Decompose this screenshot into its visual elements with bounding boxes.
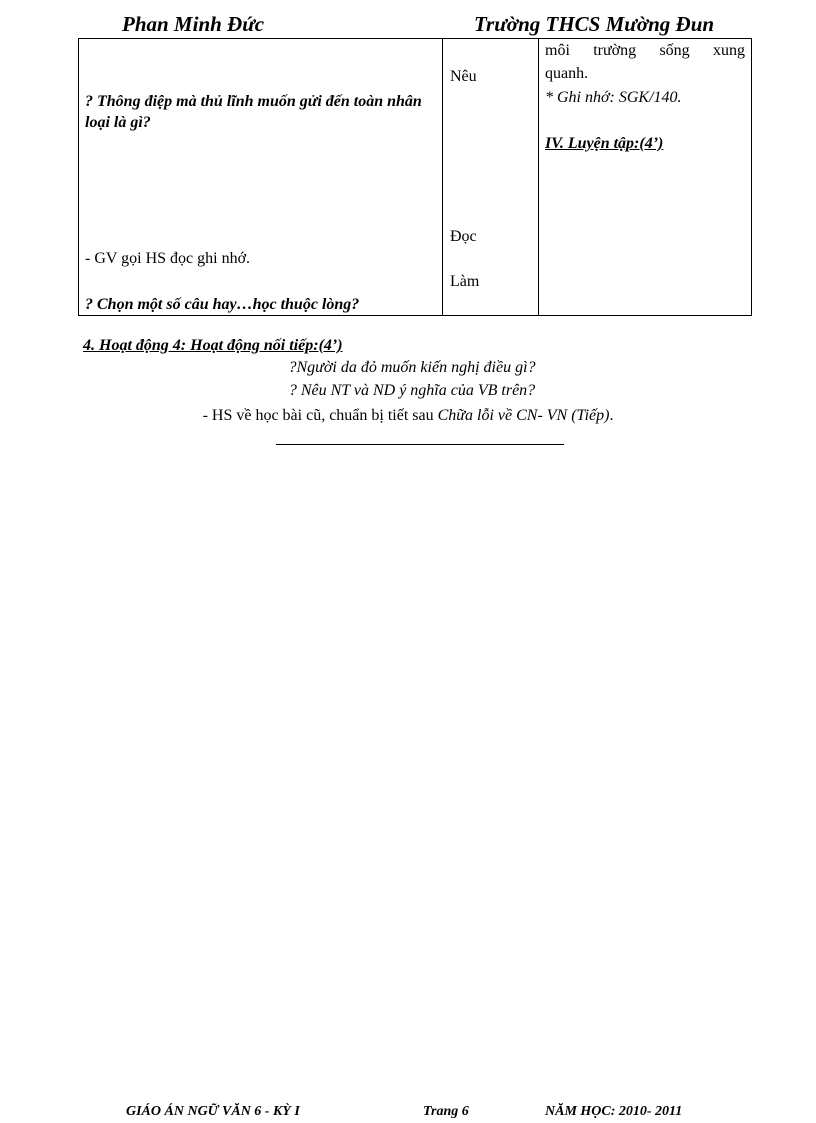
- header-school: Trường THCS Mường Đun: [474, 12, 715, 36]
- divider-line: [276, 444, 564, 445]
- question-memorize: ? Chọn một số câu hay…học thuộc lòng?: [85, 296, 360, 313]
- homework-line: [0, 405, 816, 426]
- footer-year: NĂM HỌC: 2010- 2011: [545, 1104, 683, 1119]
- homework-prefix: - HS về học bài cũ, chuẩn bị tiết sau: [202, 407, 438, 424]
- question-message: ? Thông điệp mà thủ lĩnh muốn gửi đến toàn nhân loại là gì?: [85, 93, 422, 131]
- activity-heading: 4. Hoạt động 4: Hoạt động nối tiếp:(4’): [83, 337, 343, 354]
- homework-title: Chữa lỗi về CN- VN (Tiếp): [437, 407, 610, 424]
- column-divider: [538, 39, 539, 315]
- activity-question-1: ?Người da đỏ muốn kiến nghị điều gì?: [288, 359, 536, 376]
- memory-note: * Ghi nhớ: SGK/140.: [545, 89, 682, 106]
- lesson-table: [78, 38, 752, 316]
- header-author: Phan Minh Đức: [122, 12, 265, 36]
- teacher-call: - GV gọi HS đọc ghi nhớ.: [85, 250, 251, 267]
- content-line-1: môi trường sống xung: [545, 42, 745, 59]
- student-action-state: Nêu: [450, 68, 477, 85]
- content-line-2: quanh.: [545, 65, 589, 82]
- footer-title: GIÁO ÁN NGỮ VĂN 6 - KỲ I: [126, 1104, 300, 1119]
- student-action-read: Đọc: [450, 228, 477, 245]
- footer-page: Trang 6: [423, 1104, 469, 1119]
- activity-question-2: ? Nêu NT và ND ý nghĩa của VB trên?: [288, 382, 536, 399]
- practice-heading: IV. Luyện tập:(4’): [545, 135, 664, 152]
- column-divider: [442, 39, 443, 315]
- homework-end: .: [609, 407, 614, 424]
- student-action-do: Làm: [450, 273, 480, 290]
